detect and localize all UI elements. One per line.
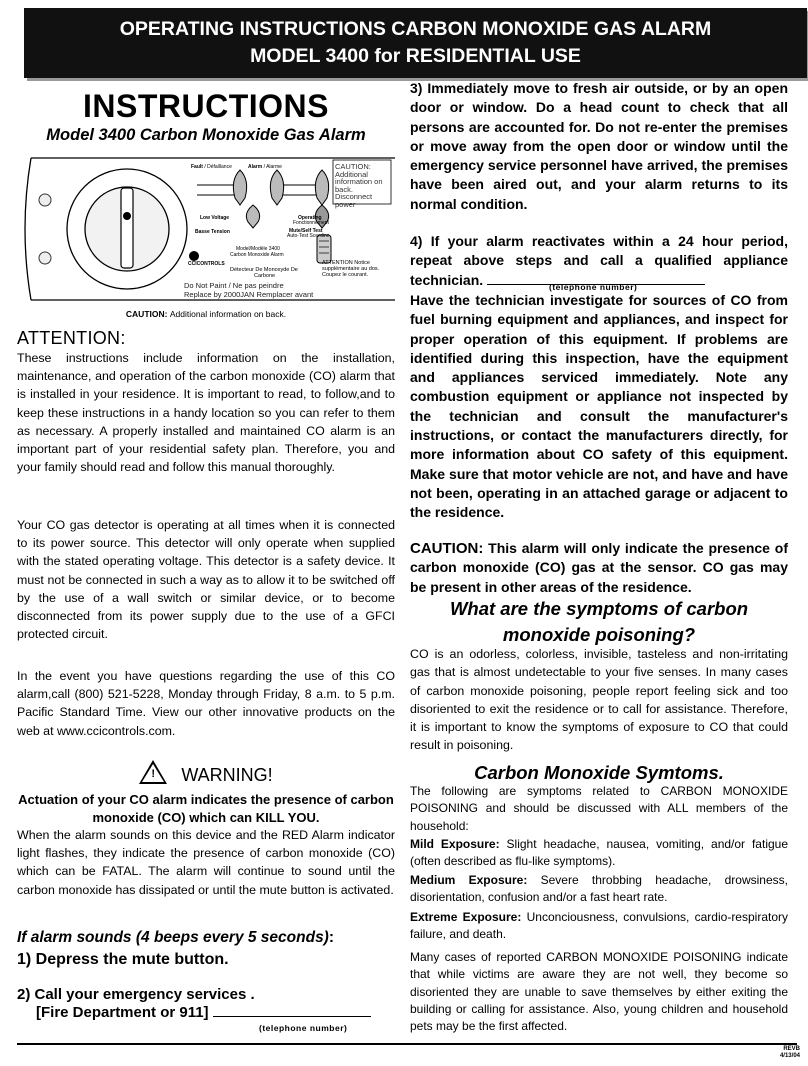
revision-mark <box>780 1046 800 1060</box>
operating-led <box>315 170 328 205</box>
warning-heading-row <box>17 760 395 786</box>
page-subtitle: Model 3400 Carbon Monoxide Gas Alarm <box>46 126 366 144</box>
extreme-exposure: Extreme Exposure: Unconciousness, convulsions, cardio-respiratory failure, and death. <box>410 910 788 942</box>
device-brand: CCICONTROLS <box>188 261 225 267</box>
contact-paragraph: In the event you have questions regarding the use of this CO alarm,call (800) 521-5228, Monday through Friday, 8 a.m. to 5 p.m. Pacific Standard Time. View our other innovative products on the web at www.ccicontrols.com. <box>17 669 395 738</box>
banner-line-1: OPERATING INSTRUCTIONS CARBON MONOXIDE GAS ALARM <box>119 18 712 40</box>
device-screw-top <box>39 194 51 206</box>
device-attention-notice: ATTENTION Notice supplémentaire au dos. Coupez le courant. <box>322 260 380 278</box>
device-screw-bottom <box>39 252 51 264</box>
device-caution-text: CAUTION: Additional information on back. Disconnect power <box>335 162 383 209</box>
device-label-fonctionnement: Fonctionnement <box>293 220 329 226</box>
banner-line-2: MODEL 3400 for RESIDENTIAL USE <box>250 45 581 67</box>
step-2-line-1: 2) Call your emergency services . <box>17 986 255 1003</box>
footer-rule <box>17 1043 797 1045</box>
symtoms-heading: Carbon Monoxide Symtoms. <box>474 762 724 783</box>
intro-paragraph: These instructions include information on the installation, maintenance, and operation of the carbon monoxide (CO) alarm that is installed in your residence. It is important to read, to follow,and to keep these instructions in a handy location so you can refer to them as necessary. A properly installed and maintained CO alarm is an important part of your residential safety plan. Therefore, you and your family should read and follow this manual thoroughly. <box>17 351 395 475</box>
device-vent <box>317 235 331 263</box>
device-replace: Replace by 2000JAN Remplacer avant <box>184 290 314 299</box>
device-label-basse-tension: Basse Tension <box>195 229 230 235</box>
step-1: 1) Depress the mute button. <box>17 951 229 968</box>
low-voltage-led <box>246 205 259 228</box>
device-dial-pin <box>123 212 131 220</box>
device-label-mute: Mute/Self Test <box>289 228 323 234</box>
warning-paragraph: When the alarm sounds on this device and the RED Alarm indicator light flashes, they indicate the presence of carbon monoxide (CO) which can be FATAL. The alarm will continue to sound until the carbon monoxide has dissipated or until the mute button is activated. <box>17 828 395 897</box>
revision-code: REVB <box>783 1046 800 1052</box>
warning-bold-text: Actuation of your CO alarm indicates the presence of carbon monoxide (CO) which can KILL YOU. <box>18 792 394 825</box>
device-label-operating: Operating <box>298 215 322 221</box>
operation-paragraph: Your CO gas detector is operating at all times when it is connected to its power source. This detector will only operate when supplied with the stated operating voltage. This detector is a safety device. It must not be connected in such a way as to allow it to be switched off by the use of a wall switch or similar device, or to become disconnected from its power supply due to the use of a GFCI protected circuit. <box>17 518 395 642</box>
caution-paragraph: CAUTION: This alarm will only indicate the presence of carbon monoxide (CO) gas at the sensor. CO gas may be present in other areas of the residence. <box>410 540 788 595</box>
warning-heading: WARNING! <box>181 765 273 785</box>
step-4: 4) If your alarm reactivates within a 24 hour period, repeat above steps and call a qualified appliance technician. <box>410 233 788 288</box>
device-label-mute-fr: Auto-Test Sourdine <box>287 233 330 239</box>
symtoms-intro: The following are symptoms related to CARBON MONOXIDE POISONING and should be discussed with ALL members of the household: <box>410 784 788 833</box>
medium-exposure: Medium Exposure: Severe throbbing headache, drowsiness, disorientation, confusion and/or a fast heart rate. <box>410 873 788 905</box>
device-detecteur: Détecteur De Monoxyde De <box>230 267 298 273</box>
step-2-line-2: [Fire Department or 911] <box>36 1004 371 1021</box>
revision-date: 4/13/04 <box>779 1053 800 1059</box>
device-label-low-voltage: Low Voltage <box>200 215 230 221</box>
device-dial-grip <box>121 188 133 268</box>
phone-blank-line <box>213 1016 371 1017</box>
header-banner <box>24 8 807 78</box>
device-no-paint: Do Not Paint / Ne pas peindre <box>184 281 284 290</box>
warning-icon: ! <box>139 760 167 784</box>
many-cases-paragraph: Many cases of reported CARBON MONOXIDE POISONING indicate that while victims are aware they are not well, they become so disoriented they are unable to save themselves by either exiting the building or calling for assistance. Also, young children and household pets may be the first affected. <box>410 950 788 1034</box>
device-label-alarm: Alarm / Alarme <box>248 164 282 170</box>
if-alarm-sounds-heading: If alarm sounds (4 beeps every 5 seconds): <box>17 929 335 946</box>
device-carbone: Carbone <box>254 273 276 279</box>
step-3: 3) Immediately move to fresh air outside, or by an open door or window. Do a head count to check that all persons are accounted for. Do not re-enter the premises or move away from the open door or window until the emergency service personnel have arrived, the premises have been aired out, and your alarm returns to its normal condition. <box>410 80 788 212</box>
device-caption: CAUTION: Additional information on back. <box>125 309 287 319</box>
attention-heading: ATTENTION: <box>17 328 126 348</box>
device-model-line-2: Carbon Monoxide Alarm <box>230 252 284 258</box>
technician-paragraph: Have the technician investigate for sources of CO from fuel burning equipment and appliances, and inspect for proper operation of this equipment. If problems are identified during this inspection, have the equipment and appliances serviced immediately. Note any combustion equipment or appliance not inspected by the technician and consult the manufacturer's instructions, or contact the manufacturers directly, for more information about CO safety of this equipment. Make sure that motor vehicle are not, and have and have not been, operating in an attached garage or adjacent to the residence. <box>410 292 788 521</box>
brand-logo-mark <box>189 251 199 261</box>
symptoms-paragraph: CO is an odorless, colorless, invisible, tasteless and non-irritating gas that is almost undetectable to your five senses. In many cases of carbon monoxide poisoning, people report feeling sick and too disoriented to exit the residence or to call for assistance. Therefore, it is important to know the symptoms of exposure to CO that could result in poisoning. <box>410 647 788 753</box>
telephone-label-left: (telephone number) <box>259 1023 348 1033</box>
device-label-fault: Fault / Défaillance <box>191 164 232 170</box>
alarm-led <box>270 170 283 205</box>
fault-led <box>233 170 246 205</box>
page-title: INSTRUCTIONS <box>83 88 329 124</box>
mild-exposure: Mild Exposure: Slight headache, nausea, vomiting, and/or fatigue (often described as flu-like symptoms). <box>410 837 789 869</box>
symptoms-heading: What are the symptoms of carbon monoxide poisoning? <box>449 598 749 645</box>
telephone-label-right: (telephone number) <box>549 282 638 292</box>
device-model-line: Model/Modèle 3400 <box>236 246 280 252</box>
